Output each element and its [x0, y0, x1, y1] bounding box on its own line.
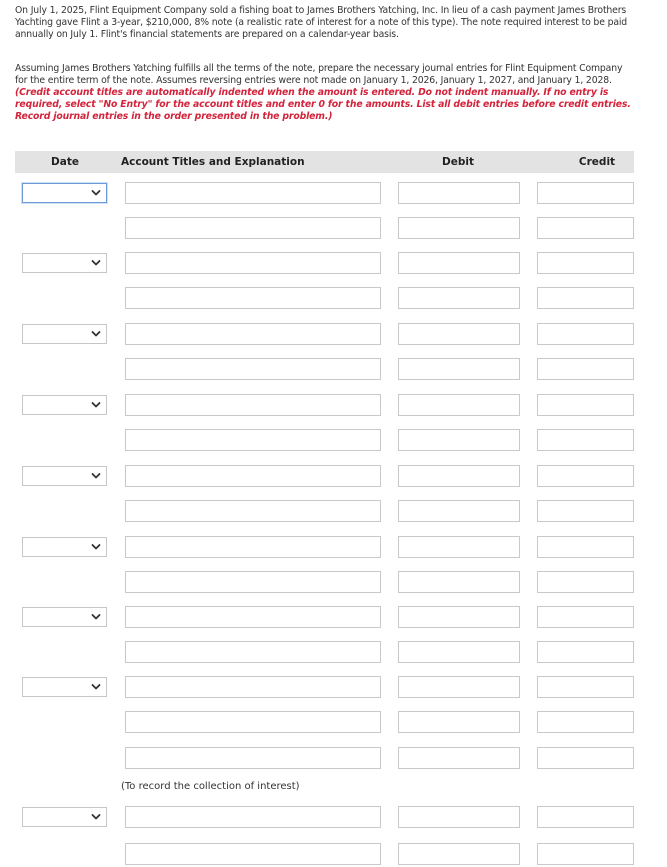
chevron-down-icon — [91, 541, 101, 553]
credit-input[interactable] — [537, 217, 634, 239]
account-title-input[interactable] — [125, 394, 381, 416]
date-select[interactable] — [22, 183, 107, 203]
entry-explanation: (To record the collection of interest) — [121, 781, 300, 792]
account-title-input[interactable] — [125, 641, 381, 663]
account-title-input[interactable] — [125, 676, 381, 698]
account-title-input[interactable] — [125, 843, 381, 865]
journal-row — [0, 641, 667, 663]
account-title-input[interactable] — [125, 806, 381, 828]
account-title-input[interactable] — [125, 287, 381, 309]
journal-row — [0, 252, 667, 274]
chevron-down-icon — [91, 611, 101, 623]
credit-input[interactable] — [537, 358, 634, 380]
journal-row — [0, 394, 667, 416]
journal-row — [0, 747, 667, 769]
journal-row — [0, 429, 667, 451]
chevron-down-icon — [91, 470, 101, 482]
instructions-text: (Credit account titles are automatically indented when the amount is entered. Do not indent manually. If no entry is required, select "No Entry" for the account titles and enter 0 for the amounts. List all debit entries before credit entries. Record journal entries in the order presented in the problem.) — [15, 87, 631, 122]
chevron-down-icon — [91, 681, 101, 693]
credit-input[interactable] — [537, 429, 634, 451]
journal-row — [0, 606, 667, 628]
account-title-input[interactable] — [125, 252, 381, 274]
debit-input[interactable] — [398, 606, 520, 628]
credit-input[interactable] — [537, 500, 634, 522]
debit-input[interactable] — [398, 676, 520, 698]
problem-text: Assuming James Brothers Yatching fulfills all the terms of the note, prepare the necessary journal entries for Flint Equipment Company for the entire term of the note. Assumes reversing entries were not made on January 1, 2026, January 1, 2027, and January 1, 2028. — [15, 63, 623, 86]
journal-row — [0, 806, 667, 828]
chevron-down-icon — [91, 328, 101, 340]
debit-input[interactable] — [398, 843, 520, 865]
account-title-input[interactable] — [125, 323, 381, 345]
debit-input[interactable] — [398, 323, 520, 345]
header-date: Date — [51, 156, 79, 168]
problem-text: On July 1, 2025, Flint Equipment Company sold a fishing boat to James Brothers Yatching, Inc. In lieu of a cash payment James Brothers Yachting gave Flint a 3-year, $210,000, 8% note (a realistic rate of interest for a note of this type). The note required interest to be paid annually on July 1. Flint's financial statements are prepared on a calendar-year basis. — [15, 5, 628, 40]
date-select[interactable] — [22, 607, 107, 627]
journal-row — [0, 182, 667, 204]
journal-row — [0, 500, 667, 522]
journal-row — [0, 676, 667, 698]
journal-row — [0, 843, 667, 865]
credit-input[interactable] — [537, 287, 634, 309]
credit-input[interactable] — [537, 711, 634, 733]
journal-row — [0, 711, 667, 733]
date-select[interactable] — [22, 807, 107, 827]
account-title-input[interactable] — [125, 606, 381, 628]
chevron-down-icon — [91, 257, 101, 269]
chevron-down-icon — [91, 399, 101, 411]
header-credit: Credit — [578, 156, 616, 168]
credit-input[interactable] — [537, 843, 634, 865]
credit-input[interactable] — [537, 465, 634, 487]
account-title-input[interactable] — [125, 429, 381, 451]
date-select[interactable] — [22, 253, 107, 273]
credit-input[interactable] — [537, 806, 634, 828]
debit-input[interactable] — [398, 358, 520, 380]
account-title-input[interactable] — [125, 536, 381, 558]
date-select[interactable] — [22, 466, 107, 486]
account-title-input[interactable] — [125, 465, 381, 487]
header-debit: Debit — [442, 156, 474, 168]
journal-row — [0, 287, 667, 309]
debit-input[interactable] — [398, 465, 520, 487]
date-select[interactable] — [22, 395, 107, 415]
date-select[interactable] — [22, 677, 107, 697]
debit-input[interactable] — [398, 287, 520, 309]
credit-input[interactable] — [537, 323, 634, 345]
journal-row — [0, 536, 667, 558]
debit-input[interactable] — [398, 394, 520, 416]
credit-input[interactable] — [537, 606, 634, 628]
credit-input[interactable] — [537, 747, 634, 769]
date-select[interactable] — [22, 537, 107, 557]
journal-row — [0, 465, 667, 487]
account-title-input[interactable] — [125, 217, 381, 239]
chevron-down-icon — [91, 811, 101, 823]
account-title-input[interactable] — [125, 182, 381, 204]
debit-input[interactable] — [398, 571, 520, 593]
credit-input[interactable] — [537, 571, 634, 593]
debit-input[interactable] — [398, 641, 520, 663]
credit-input[interactable] — [537, 641, 634, 663]
account-title-input[interactable] — [125, 571, 381, 593]
debit-input[interactable] — [398, 217, 520, 239]
credit-input[interactable] — [537, 536, 634, 558]
credit-input[interactable] — [537, 394, 634, 416]
debit-input[interactable] — [398, 429, 520, 451]
journal-row — [0, 571, 667, 593]
problem-paragraph-2 — [15, 63, 635, 123]
credit-input[interactable] — [537, 182, 634, 204]
debit-input[interactable] — [398, 806, 520, 828]
date-select[interactable] — [22, 324, 107, 344]
credit-input[interactable] — [537, 252, 634, 274]
debit-input[interactable] — [398, 747, 520, 769]
account-title-input[interactable] — [125, 358, 381, 380]
header-account-titles: Account Titles and Explanation — [121, 156, 305, 168]
debit-input[interactable] — [398, 252, 520, 274]
account-title-input[interactable] — [125, 747, 381, 769]
journal-row — [0, 217, 667, 239]
journal-row — [0, 323, 667, 345]
journal-row — [0, 358, 667, 380]
debit-input[interactable] — [398, 536, 520, 558]
debit-input[interactable] — [398, 711, 520, 733]
journal-table-header — [15, 151, 634, 173]
debit-input[interactable] — [398, 182, 520, 204]
account-title-input[interactable] — [125, 500, 381, 522]
account-title-input[interactable] — [125, 711, 381, 733]
chevron-down-icon — [91, 187, 101, 199]
debit-input[interactable] — [398, 500, 520, 522]
credit-input[interactable] — [537, 676, 634, 698]
problem-paragraph-1 — [15, 5, 635, 41]
